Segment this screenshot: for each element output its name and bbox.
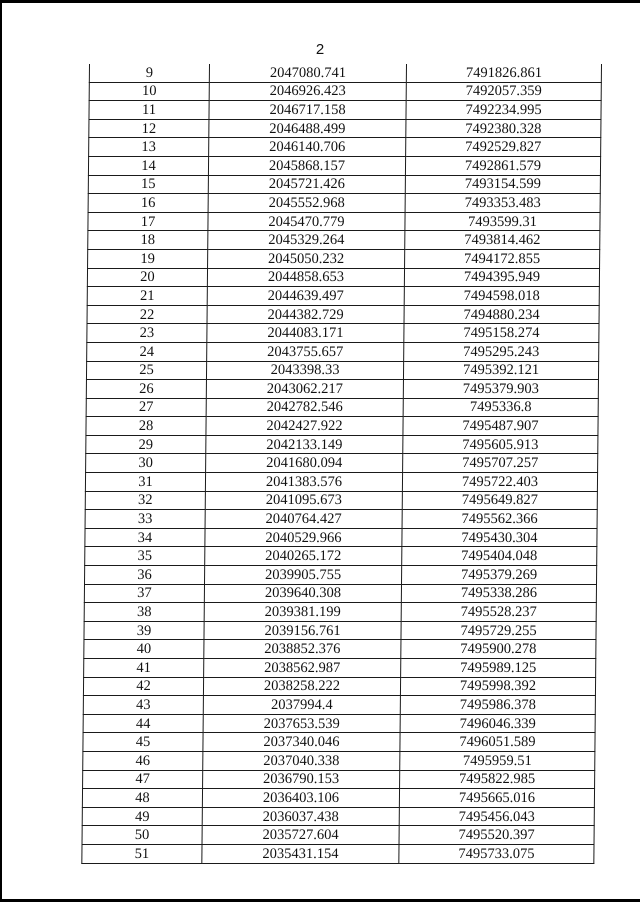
y-coordinate-cell: 7494598.018 — [404, 287, 599, 306]
y-coordinate-cell: 7495456.043 — [399, 807, 594, 826]
y-coordinate-cell: 7495989.125 — [401, 659, 596, 678]
x-coordinate-cell: 2041383.576 — [205, 473, 402, 492]
x-coordinate-cell: 2044083.171 — [207, 324, 404, 343]
table-row — [85, 528, 597, 547]
y-coordinate-cell: 7493599.31 — [405, 212, 600, 231]
point-number-cell: 23 — [87, 324, 207, 343]
y-coordinate-cell: 7495959.51 — [400, 751, 595, 770]
point-number-cell: 18 — [88, 231, 208, 250]
x-coordinate-cell: 2042782.546 — [206, 398, 403, 417]
x-coordinate-cell: 2040529.966 — [205, 528, 402, 547]
table-row — [87, 268, 599, 287]
x-coordinate-cell: 2044639.497 — [207, 287, 404, 306]
point-number-cell: 34 — [85, 528, 205, 547]
y-coordinate-cell: 7495338.286 — [401, 584, 596, 603]
point-number-cell: 21 — [87, 287, 207, 306]
point-number-cell: 29 — [86, 435, 206, 454]
x-coordinate-cell: 2035431.154 — [202, 844, 399, 863]
point-number-cell: 46 — [83, 751, 203, 770]
x-coordinate-cell: 2045470.779 — [208, 212, 405, 231]
point-number-cell: 41 — [84, 659, 204, 678]
y-coordinate-cell: 7495404.048 — [402, 547, 597, 566]
x-coordinate-cell: 2038852.376 — [204, 640, 401, 659]
y-coordinate-cell: 7495379.269 — [402, 566, 597, 585]
table-row — [89, 64, 601, 82]
point-number-cell: 50 — [82, 826, 202, 845]
table-row — [83, 770, 595, 789]
y-coordinate-cell: 7495729.255 — [401, 621, 596, 640]
point-number-cell: 14 — [88, 156, 208, 175]
point-number-cell: 33 — [85, 510, 205, 529]
y-coordinate-cell: 7495430.304 — [402, 528, 597, 547]
point-number-cell: 25 — [86, 361, 206, 380]
x-coordinate-cell: 2041680.094 — [206, 454, 403, 473]
x-coordinate-cell: 2045552.968 — [208, 194, 405, 213]
y-coordinate-cell: 7493814.462 — [405, 231, 600, 250]
y-coordinate-cell: 7495998.392 — [400, 677, 595, 696]
point-number-cell: 35 — [85, 547, 205, 566]
x-coordinate-cell: 2038258.222 — [203, 677, 400, 696]
coordinate-table — [81, 64, 602, 864]
y-coordinate-cell: 7495392.121 — [403, 361, 598, 380]
point-number-cell: 22 — [87, 305, 207, 324]
table-row — [84, 640, 596, 659]
x-coordinate-cell: 2045868.157 — [208, 156, 405, 175]
x-coordinate-cell: 2036037.438 — [202, 807, 399, 826]
y-coordinate-cell: 7495520.397 — [399, 826, 594, 845]
point-number-cell: 17 — [88, 212, 208, 231]
x-coordinate-cell: 2037340.046 — [203, 733, 400, 752]
table-row — [88, 175, 600, 194]
table-row — [85, 547, 597, 566]
y-coordinate-cell: 7495379.903 — [403, 380, 598, 399]
y-coordinate-cell: 7496046.339 — [400, 714, 595, 733]
y-coordinate-cell: 7495336.8 — [403, 398, 598, 417]
x-coordinate-cell: 2037994.4 — [203, 696, 400, 715]
x-coordinate-cell: 2046140.706 — [209, 138, 406, 157]
point-number-cell: 38 — [84, 603, 204, 622]
table-row — [88, 194, 600, 213]
scan-edge-top — [0, 0, 640, 3]
point-number-cell: 19 — [88, 249, 208, 268]
y-coordinate-cell: 7494172.855 — [405, 249, 600, 268]
y-coordinate-cell: 7496051.589 — [400, 733, 595, 752]
x-coordinate-cell: 2045050.232 — [208, 249, 405, 268]
y-coordinate-cell: 7493154.599 — [405, 175, 600, 194]
table-row — [83, 677, 595, 696]
page-number: 2 — [315, 41, 325, 58]
table-row — [86, 398, 598, 417]
y-coordinate-cell: 7495822.985 — [400, 770, 595, 789]
table-row — [85, 491, 597, 510]
y-coordinate-cell: 7492861.579 — [405, 156, 600, 175]
table-row — [89, 82, 601, 101]
y-coordinate-cell: 7492057.359 — [406, 82, 601, 101]
x-coordinate-cell: 2037653.539 — [203, 714, 400, 733]
coordinate-table-container — [81, 64, 601, 864]
point-number-cell: 37 — [84, 584, 204, 603]
y-coordinate-cell: 7495707.257 — [403, 454, 598, 473]
table-row — [86, 361, 598, 380]
table-row — [87, 305, 599, 324]
y-coordinate-cell: 7495986.378 — [400, 696, 595, 715]
point-number-cell: 36 — [85, 566, 205, 585]
table-row — [84, 659, 596, 678]
table-row — [83, 733, 595, 752]
point-number-cell: 13 — [89, 138, 209, 157]
x-coordinate-cell: 2041095.673 — [205, 491, 402, 510]
point-number-cell: 42 — [83, 677, 203, 696]
table-row — [85, 510, 597, 529]
point-number-cell: 28 — [86, 417, 206, 436]
table-row — [85, 566, 597, 585]
x-coordinate-cell: 2042133.149 — [206, 435, 403, 454]
x-coordinate-cell: 2046717.158 — [209, 101, 406, 120]
x-coordinate-cell: 2039156.761 — [204, 621, 401, 640]
y-coordinate-cell: 7495605.913 — [403, 435, 598, 454]
point-number-cell: 10 — [89, 82, 209, 101]
x-coordinate-cell: 2046926.423 — [209, 82, 406, 101]
x-coordinate-cell: 2036790.153 — [203, 770, 400, 789]
x-coordinate-cell: 2045329.264 — [208, 231, 405, 250]
table-row — [82, 807, 594, 826]
x-coordinate-cell: 2042427.922 — [206, 417, 403, 436]
table-row — [86, 435, 598, 454]
table-row — [88, 249, 600, 268]
table-row — [89, 138, 601, 157]
x-coordinate-cell: 2039381.199 — [204, 603, 401, 622]
y-coordinate-cell: 7491826.861 — [406, 64, 601, 82]
x-coordinate-cell: 2043755.657 — [207, 342, 404, 361]
table-row — [87, 287, 599, 306]
table-row — [82, 844, 594, 863]
y-coordinate-cell: 7495562.366 — [402, 510, 597, 529]
table-row — [89, 101, 601, 120]
point-number-cell: 31 — [85, 473, 205, 492]
y-coordinate-cell: 7495295.243 — [404, 342, 599, 361]
y-coordinate-cell: 7493353.483 — [405, 194, 600, 213]
x-coordinate-cell: 2037040.338 — [203, 751, 400, 770]
table-row — [84, 621, 596, 640]
table-row — [88, 156, 600, 175]
table-row — [83, 751, 595, 770]
point-number-cell: 11 — [89, 101, 209, 120]
y-coordinate-cell: 7494395.949 — [404, 268, 599, 287]
y-coordinate-cell: 7495487.907 — [403, 417, 598, 436]
table-row — [87, 324, 599, 343]
x-coordinate-cell: 2035727.604 — [202, 826, 399, 845]
point-number-cell: 44 — [83, 714, 203, 733]
table-row — [83, 696, 595, 715]
x-coordinate-cell: 2044382.729 — [207, 305, 404, 324]
point-number-cell: 40 — [84, 640, 204, 659]
x-coordinate-cell: 2044858.653 — [207, 268, 404, 287]
y-coordinate-cell: 7495722.403 — [402, 473, 597, 492]
y-coordinate-cell: 7495158.274 — [404, 324, 599, 343]
point-number-cell: 48 — [82, 789, 202, 808]
y-coordinate-cell: 7495528.237 — [401, 603, 596, 622]
table-row — [86, 454, 598, 473]
y-coordinate-cell: 7495649.827 — [402, 491, 597, 510]
x-coordinate-cell: 2038562.987 — [204, 659, 401, 678]
point-number-cell: 9 — [89, 64, 209, 82]
table-row — [82, 789, 594, 808]
table-row — [87, 342, 599, 361]
x-coordinate-cell: 2045721.426 — [208, 175, 405, 194]
point-number-cell: 30 — [86, 454, 206, 473]
x-coordinate-cell: 2039640.308 — [204, 584, 401, 603]
point-number-cell: 15 — [88, 175, 208, 194]
table-row — [85, 473, 597, 492]
y-coordinate-cell: 7492529.827 — [406, 138, 601, 157]
point-number-cell: 39 — [84, 621, 204, 640]
y-coordinate-cell: 7494880.234 — [404, 305, 599, 324]
x-coordinate-cell: 2040265.172 — [205, 547, 402, 566]
point-number-cell: 16 — [88, 194, 208, 213]
y-coordinate-cell: 7495665.016 — [399, 789, 594, 808]
point-number-cell: 49 — [82, 807, 202, 826]
point-number-cell: 27 — [86, 398, 206, 417]
x-coordinate-cell: 2040764.427 — [205, 510, 402, 529]
point-number-cell: 12 — [89, 119, 209, 138]
scan-edge-left — [0, 0, 2, 902]
table-row — [86, 380, 598, 399]
point-number-cell: 24 — [87, 342, 207, 361]
table-row — [88, 212, 600, 231]
y-coordinate-cell: 7495900.278 — [401, 640, 596, 659]
x-coordinate-cell: 2043398.33 — [206, 361, 403, 380]
table-row — [83, 714, 595, 733]
y-coordinate-cell: 7492380.328 — [406, 119, 601, 138]
table-row — [86, 417, 598, 436]
point-number-cell: 32 — [85, 491, 205, 510]
point-number-cell: 51 — [82, 844, 202, 863]
point-number-cell: 43 — [83, 696, 203, 715]
x-coordinate-cell: 2046488.499 — [209, 119, 406, 138]
y-coordinate-cell: 7495733.075 — [399, 844, 594, 863]
y-coordinate-cell: 7492234.995 — [406, 101, 601, 120]
coordinate-table-body — [82, 64, 602, 863]
x-coordinate-cell: 2043062.217 — [206, 380, 403, 399]
x-coordinate-cell: 2047080.741 — [209, 64, 406, 82]
table-row — [88, 231, 600, 250]
point-number-cell: 45 — [83, 733, 203, 752]
point-number-cell: 20 — [87, 268, 207, 287]
point-number-cell: 26 — [86, 380, 206, 399]
table-row — [84, 603, 596, 622]
table-row — [84, 584, 596, 603]
x-coordinate-cell: 2039905.755 — [205, 566, 402, 585]
table-row — [82, 826, 594, 845]
x-coordinate-cell: 2036403.106 — [202, 789, 399, 808]
point-number-cell: 47 — [83, 770, 203, 789]
table-row — [89, 119, 601, 138]
